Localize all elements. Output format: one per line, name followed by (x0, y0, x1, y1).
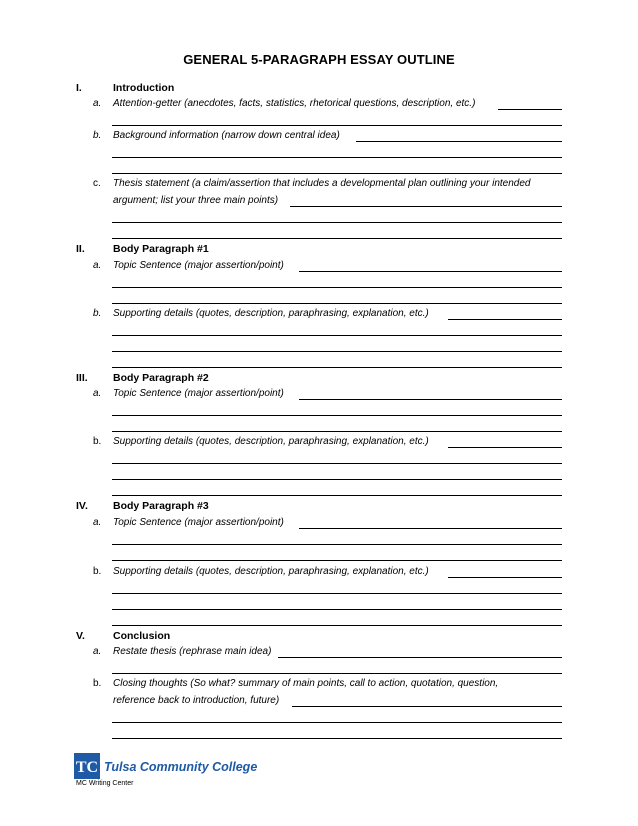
answer-line (448, 319, 562, 320)
item-prompt: Thesis statement (a claim/assertion that includes a developmental plan outlining your intended (113, 178, 531, 189)
item-prompt: Restate thesis (rephrase main idea) (113, 646, 272, 657)
answer-line (448, 447, 562, 448)
answer-line (112, 673, 562, 674)
answer-line (299, 399, 562, 400)
section-heading: Body Paragraph #2 (113, 372, 209, 384)
item-letter: b. (93, 436, 102, 447)
answer-line (112, 287, 562, 288)
item-letter: b. (93, 678, 102, 689)
section-number: V. (76, 630, 85, 642)
answer-line (292, 706, 562, 707)
item-prompt: Topic Sentence (major assertion/point) (113, 388, 284, 399)
answer-line (112, 125, 562, 126)
section-number: IV. (76, 500, 88, 512)
section-number: I. (76, 82, 82, 94)
item-letter: c. (93, 178, 101, 189)
answer-line (112, 593, 562, 594)
answer-line (112, 609, 562, 610)
answer-line (356, 141, 562, 142)
answer-line (112, 415, 562, 416)
item-letter: a. (93, 260, 102, 271)
item-prompt: Background information (narrow down central idea) (113, 130, 340, 141)
section-heading: Introduction (113, 82, 175, 94)
answer-line (498, 109, 562, 110)
item-prompt: Topic Sentence (major assertion/point) (113, 260, 284, 271)
item-letter: a. (93, 388, 102, 399)
answer-line (112, 722, 562, 723)
section-number: II. (76, 243, 85, 255)
logo-mark-text: TC (75, 759, 99, 776)
answer-line (112, 560, 562, 561)
item-prompt: Closing thoughts (So what? summary of main points, call to action, quotation, question, (113, 678, 499, 689)
answer-line (112, 157, 562, 158)
item-prompt: Supporting details (quotes, description, paraphrasing, explanation, etc.) (113, 308, 429, 319)
answer-line (112, 431, 562, 432)
tulsa-community-college-logo (74, 751, 258, 781)
answer-line (299, 528, 562, 529)
answer-line (112, 544, 562, 545)
answer-line (299, 271, 562, 272)
item-letter: b. (93, 308, 102, 319)
answer-line (112, 479, 562, 480)
section-number: III. (76, 372, 88, 384)
answer-line (112, 625, 562, 626)
item-prompt-continued: argument; list your three main points) (113, 195, 279, 206)
section-heading: Body Paragraph #3 (113, 500, 209, 512)
answer-line (112, 738, 562, 739)
section-heading: Conclusion (113, 630, 171, 642)
page-title: GENERAL 5-PARAGRAPH ESSAY OUTLINE (183, 52, 455, 67)
item-letter: a. (93, 646, 102, 657)
answer-line (112, 335, 562, 336)
item-letter: b. (93, 130, 102, 141)
answer-line (112, 222, 562, 223)
answer-line (448, 577, 562, 578)
item-letter: a. (93, 98, 102, 109)
logo-name-text: Tulsa Community College (104, 760, 258, 774)
answer-line (112, 351, 562, 352)
item-prompt: Supporting details (quotes, description, paraphrasing, explanation, etc.) (113, 436, 429, 447)
answer-line (112, 367, 562, 368)
answer-line (112, 495, 562, 496)
item-prompt-continued: reference back to introduction, future) (113, 695, 280, 706)
item-prompt: Attention-getter (anecdotes, facts, statistics, rhetorical questions, description, etc.) (113, 98, 476, 109)
item-letter: a. (93, 517, 102, 528)
section-heading: Body Paragraph #1 (113, 243, 209, 255)
answer-line (278, 657, 562, 658)
item-letter: b. (93, 566, 102, 577)
answer-line (112, 238, 562, 239)
answer-line (112, 173, 562, 174)
item-prompt: Supporting details (quotes, description, paraphrasing, explanation, etc.) (113, 566, 429, 577)
answer-line (112, 303, 562, 304)
item-prompt: Topic Sentence (major assertion/point) (113, 517, 284, 528)
answer-line (112, 463, 562, 464)
footer-text: MC Writing Center (76, 780, 134, 787)
answer-line (290, 206, 562, 207)
